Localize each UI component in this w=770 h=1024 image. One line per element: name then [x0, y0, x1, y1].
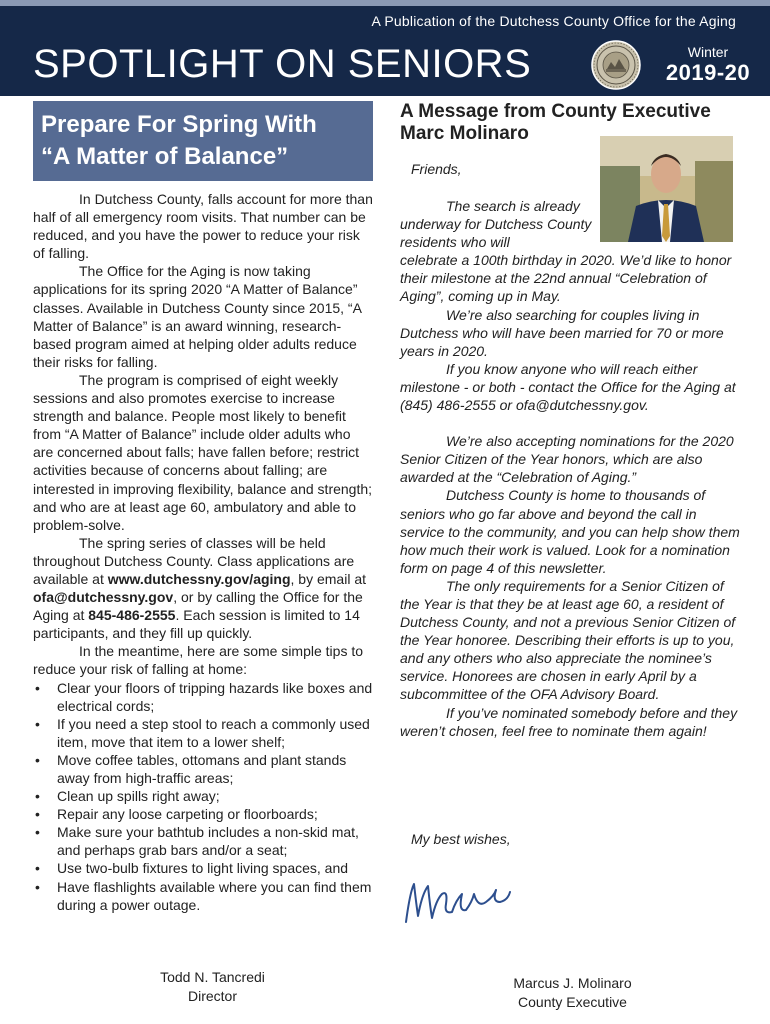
- tip-item: • Clean up spills right away;: [33, 787, 373, 805]
- text-run: , by email at: [290, 570, 367, 587]
- article-paragraph: [33, 534, 373, 643]
- executive-signature-block: [490, 974, 655, 1012]
- balance-heading-line1: Prepare For Spring With: [41, 111, 317, 138]
- director-title: Director: [187, 988, 237, 1004]
- message-paragraph: We’re also accepting nominations for the 2020 Senior Citizen of the Year honors, which are also awarded at the “Celebration of Aging.”: [400, 433, 734, 486]
- newsletter-title: SPOTLIGHT ON SENIORS: [33, 42, 532, 86]
- article-paragraph: The program is comprised of eight weekly sessions and also promotes exercise to increase strength and balance. People most likely to benefit from “A Matter of Balance” include older adults who are concerned about falls; have fallen before; restrict activities because of concerns about falling; are interested in improving flexibility, balance and strength; and who are at least age 60, ambulatory and able to problem-solve.: [33, 371, 373, 533]
- executive-heading-line1: A Message from County Executive: [400, 101, 711, 122]
- message-paragraph: celebrate a 100th birthday in 2020. We’d like to honor their milestone at the 22nd annual “Celebration of Aging”, coming up in May.: [400, 252, 732, 305]
- masthead: [0, 0, 770, 96]
- safety-tips-list: [33, 679, 373, 914]
- balance-article-heading: [33, 101, 373, 181]
- tip-item: • Have flashlights available where you can find them during a power outage.: [33, 878, 373, 914]
- county-seal-icon: [591, 40, 641, 90]
- executive-message-body: [400, 197, 740, 740]
- message-paragraph: If you know anyone who will reach either milestone - or both - contact the Office for the Aging at (845) 486-2555 or ofa@dutchessny.gov.: [400, 360, 736, 414]
- article-paragraph: In the meantime, here are some simple tips to reduce your risk of falling at home:: [33, 643, 364, 678]
- director-name: Todd N. Tancredi: [160, 969, 265, 985]
- issue-year: 2019-20: [665, 60, 751, 85]
- message-paragraph: The search is already underway for Dutchess County residents who will: [400, 198, 592, 251]
- aging-website-link[interactable]: www.dutchessny.gov/aging: [107, 570, 291, 587]
- tip-item: • Repair any loose carpeting or floorboards;: [33, 805, 373, 823]
- executive-title: County Executive: [518, 994, 627, 1010]
- text-run: , or by calling the Office for the Aging at: [33, 589, 363, 624]
- message-closing: My best wishes,: [411, 831, 511, 847]
- ofa-email-link[interactable]: ofa@dutchessny.gov: [33, 589, 174, 606]
- ofa-phone-number: 845-486-2555: [88, 607, 176, 624]
- executive-heading-line2: Marc Molinaro: [400, 123, 529, 144]
- tip-item: • Make sure your bathtub includes a non-skid mat, and perhaps grab bars and/or a seat;: [33, 823, 373, 859]
- text-run: . Each session is limited to 14 participants, and they fill up quickly.: [33, 607, 360, 642]
- publication-line: A Publication of the Dutchess County Office for the Aging: [371, 13, 736, 29]
- director-signature-block: [130, 968, 295, 1006]
- issue-season: Winter: [687, 44, 729, 60]
- article-paragraph: In Dutchess County, falls account for more than half of all emergency room visits. That number can be reduced, and you have the power to reduce your risk of falling.: [33, 191, 373, 262]
- balance-article-body: [33, 190, 373, 914]
- paragraph-gap: [400, 414, 740, 432]
- tip-item: • If you need a step stool to reach a commonly used item, move that item to a lower shelf;: [33, 715, 373, 751]
- masthead-stripe: [0, 0, 770, 6]
- tip-item: • Clear your floors of tripping hazards like boxes and electrical cords;: [33, 679, 373, 715]
- tip-item: • Move coffee tables, ottomans and plant stands away from high-traffic areas;: [33, 751, 373, 787]
- message-paragraph: If you’ve nominated somebody before and they weren’t chosen, feel free to nominate them again!: [400, 704, 738, 739]
- handwritten-signature: [400, 872, 520, 932]
- message-paragraph: We’re also searching for couples living in Dutchess who will have been married for 70 or more years in 2020.: [400, 306, 724, 359]
- message-paragraph: The only requirements for a Senior Citizen of the Year is that they be at least age 60, a resident of Dutchess County, and not a previous Senior Citizen of the Year honoree. Describing their efforts is up to you, and any others who also appreciate the nominee’s service. Honorees are chosen in early April by a subcommittee of the OFA Advisory Board.: [400, 577, 736, 703]
- text-run: The spring series of classes will be held throughout Dutchess County. Class applications are available at: [33, 534, 355, 587]
- message-paragraph: Dutchess County is home to thousands of seniors who go far above and beyond the call in service to the community, and you can help show them how much their work is valued. Look for a nomination form on page 4 of this newsletter.: [400, 487, 740, 576]
- executive-name: Marcus J. Molinaro: [513, 975, 632, 991]
- article-paragraph: The Office for the Aging is now taking applications for its spring 2020 “A Matter of Balance” classes. Available in Dutchess County since 2015, “A Matter of Balance” is an award winning, research-based program aimed at helping older adults reduce their risks for falling.: [33, 263, 362, 370]
- balance-heading-line2: “A Matter of Balance”: [41, 143, 289, 170]
- message-salutation: Friends,: [411, 161, 462, 177]
- tip-item: • Use two-bulb fixtures to light living spaces, and: [33, 859, 373, 877]
